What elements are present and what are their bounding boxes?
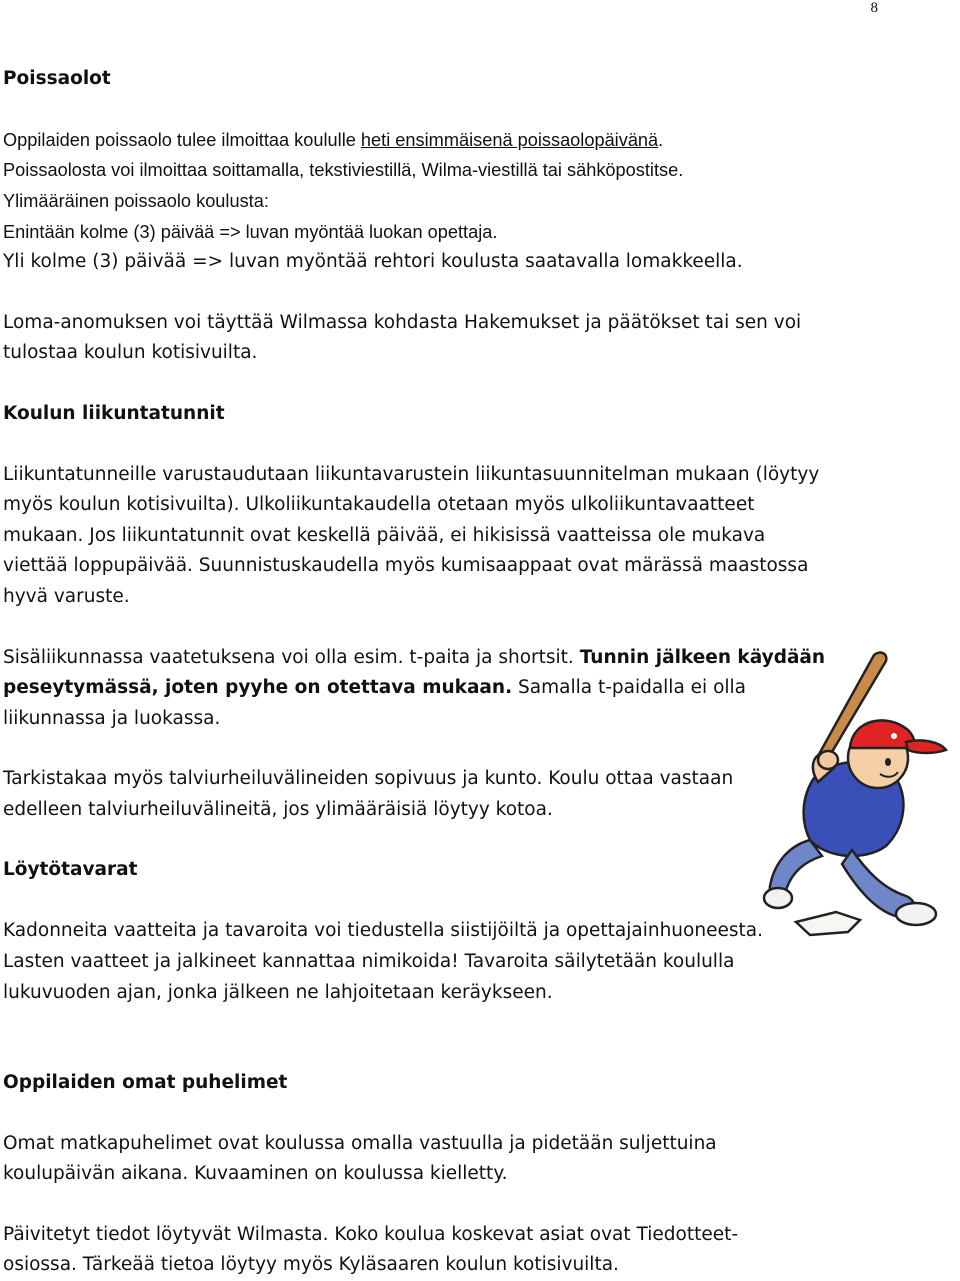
lost-found-line-2: Lasten vaatteet ja jalkineet kannattaa nimikoida! Tavaroita säilytetään koululla: [3, 951, 735, 972]
heading-liikuntatunnit: Koulun liikuntatunnit: [3, 403, 225, 424]
shoe: [896, 903, 936, 925]
phones-line-2: koulupäivän aikana. Kuvaaminen on koulussa kielletty.: [3, 1163, 508, 1184]
indoor-pe-line-2-text: Samalla t-paidalla ei olla: [512, 677, 747, 698]
baseball-boy-illustration: [756, 650, 960, 955]
indoor-pe-line-2: [3, 673, 746, 703]
absence-line-1: [3, 125, 663, 155]
lost-found-line-1: Kadonneita vaatteita ja tavaroita voi tiedustella siistijöiltä ja opettajainhuoneesta.: [3, 920, 763, 941]
heading-loytotavarat: Löytötavarat: [3, 859, 138, 880]
absence-line-5: Yli kolme (3) päivää => luvan myöntää rehtori koulusta saatavalla lomakkeella.: [3, 251, 743, 272]
absence-first-day-underlined: heti ensimmäisenä poissaolopäivänä: [360, 130, 659, 150]
heading-puhelimet: Oppilaiden omat puhelimet: [3, 1072, 288, 1093]
absence-line-1-text: Oppilaiden poissaolo tulee ilmoittaa koululle: [3, 130, 361, 150]
home-plate: [796, 912, 860, 935]
info-line-2: osiossa. Tärkeää tietoa löytyy myös Kyläsaaren koulun kotisivuilta.: [3, 1254, 619, 1275]
winter-gear-line-2: edelleen talviurheiluvälineitä, jos ylimääräisiä löytyy kotoa.: [3, 799, 553, 820]
pe-line-4: viettää loppupäivää. Suunnistuskaudella myös kumisaappaat ovat märässä maastossa: [3, 555, 809, 576]
pe-line-5: hyvä varuste.: [3, 586, 130, 607]
absence-line-1-end: .: [658, 130, 664, 150]
absence-line-4: Enintään kolme (3) päivää => luvan myöntää luokan opettaja.: [3, 222, 498, 242]
winter-gear-line-1: Tarkistakaa myös talviurheiluvälineiden sopivuus ja kunto. Koulu ottaa vastaan: [3, 768, 734, 789]
page-number: 8: [870, 0, 878, 16]
absence-line-2: Poissaolosta voi ilmoittaa soittamalla, tekstiviestillä, Wilma-viestillä tai sähköpostitse.: [3, 160, 684, 180]
indoor-pe-line-1-text: Sisäliikunnassa vaatetuksena voi olla esim. t-paita ja shortsit.: [3, 647, 580, 668]
info-line-1: Päivitetyt tiedot löytyvät Wilmasta. Koko koulua koskevat asiat ovat Tiedotteet-: [3, 1224, 739, 1245]
indoor-pe-wash-bold-1: Tunnin jälkeen käydään: [579, 647, 826, 668]
leave-application-line-1: Loma-anomuksen voi täyttää Wilmassa kohdasta Hakemukset ja päätökset tai sen voi: [3, 312, 802, 333]
pe-line-3: mukaan. Jos liikuntatunnit ovat keskellä päivää, ei hikisissä vaatteissa ole mukava: [3, 525, 766, 546]
absence-line-3: Ylimääräinen poissaolo koulusta:: [3, 191, 269, 211]
pe-line-2: myös koulun kotisivuilta). Ulkoliikuntakaudella otetaan myös ulkoliikuntavaatteet: [3, 494, 755, 515]
indoor-pe-wash-bold-2: peseytymässä, joten pyyhe on otettava mukaan.: [3, 677, 513, 698]
indoor-pe-line-1: [3, 643, 825, 673]
leave-application-line-2: tulostaa koulun kotisivuilta.: [3, 342, 258, 363]
red-cap: [850, 720, 915, 748]
pe-line-1: Liikuntatunneille varustaudutaan liikuntavarustein liikuntasuunnitelman mukaan (löytyy: [3, 464, 820, 485]
phones-line-1: Omat matkapuhelimet ovat koulussa omalla vastuulla ja pidetään suljettuina: [3, 1133, 717, 1154]
indoor-pe-line-3: liikunnassa ja luokassa.: [3, 708, 221, 729]
lost-found-line-3: lukuvuoden ajan, jonka jälkeen ne lahjoitetaan keräykseen.: [3, 982, 553, 1003]
heading-poissaolot: Poissaolot: [3, 68, 111, 89]
